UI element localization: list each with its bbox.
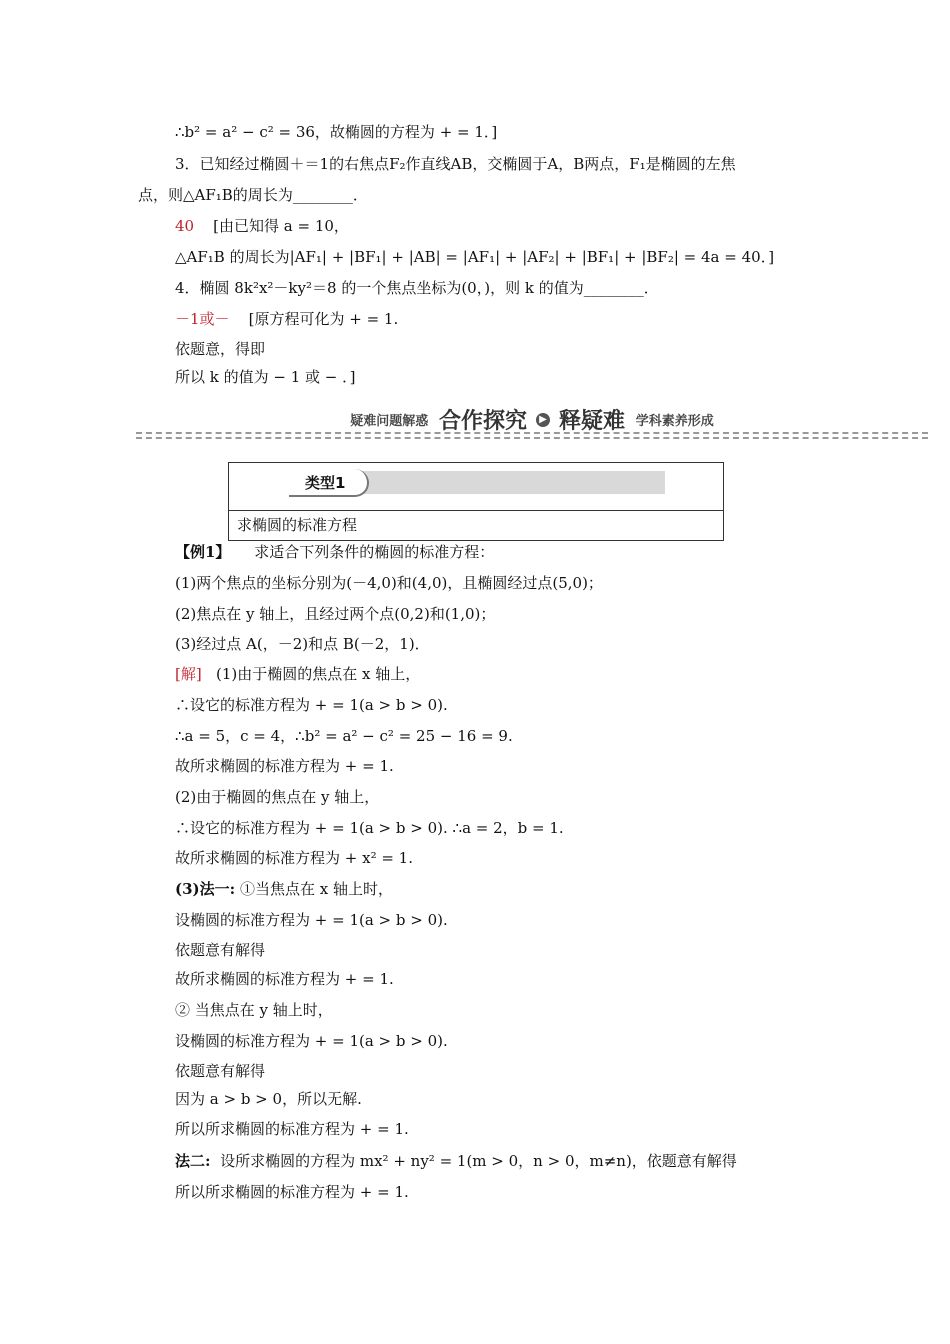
example-heading bbox=[175, 542, 494, 562]
solution-line: (2)由于椭圆的焦点在 y 轴上， bbox=[175, 788, 380, 806]
type-tag-label: 类型1 bbox=[305, 474, 346, 492]
banner-right-text: 学科素养形成 bbox=[635, 414, 714, 429]
solution-line bbox=[175, 664, 420, 684]
text-line: ∴b² = a² − c² = 36，故椭圆的方程为 + = 1．] bbox=[175, 123, 498, 141]
answer-explain: [由已知得 a = 10， bbox=[213, 217, 349, 235]
solution-line: ② 当焦点在 y 轴上时， bbox=[175, 1001, 333, 1019]
text-line: △AF₁B 的周长为|AF₁| + |BF₁| + |AB| = |AF₁| + |AF₂| + |BF₁| + |BF₂| = 4a = 40．] bbox=[175, 248, 775, 266]
solution-line: 故所求椭圆的标准方程为 + x² = 1. bbox=[175, 849, 413, 867]
answer-line bbox=[175, 216, 349, 236]
solution-text: ①当焦点在 x 轴上时， bbox=[239, 880, 393, 898]
box-divider bbox=[229, 510, 723, 511]
type-tag bbox=[289, 469, 369, 497]
answer-value: 40 bbox=[175, 217, 195, 235]
banner-title: 合作探究 bbox=[438, 409, 527, 434]
solution-line: 依题意有解得 bbox=[175, 1062, 266, 1080]
answer-explain: [原方程可化为 + = 1. bbox=[248, 310, 399, 328]
section-banner bbox=[136, 404, 928, 440]
type-title: 求椭圆的标准方程 bbox=[237, 516, 358, 534]
problem-4: 4．椭圆 8k²x²－ky²＝8 的一个焦点坐标为(0，)，则 k 的值为________． bbox=[175, 279, 659, 297]
solution-line: 故所求椭圆的标准方程为 + = 1. bbox=[175, 757, 394, 775]
example-condition: (1)两个焦点的坐标分别为(－4,0)和(4,0)，且椭圆经过点(5,0)； bbox=[175, 574, 603, 592]
solution-line: 所以所求椭圆的标准方程为 + = 1. bbox=[175, 1183, 409, 1201]
solution-line bbox=[175, 879, 393, 899]
solution-line: ∴设它的标准方程为 + = 1(a > b > 0). ∴a = 2，b = 1. bbox=[175, 819, 564, 837]
problem-3: 3．已知经过椭圆＋＝1的右焦点F₂作直线AB，交椭圆于A，B两点，F₁是椭圆的左焦 bbox=[175, 155, 736, 173]
solution-line: ∴a = 5，c = 4，∴b² = a² − c² = 25 − 16 = 9. bbox=[175, 727, 513, 745]
text-line: 所以 k 的值为 − 1 或 − ．] bbox=[175, 368, 356, 386]
solution-line: 因为 a > b > 0，所以无解. bbox=[175, 1090, 362, 1108]
solution-line: 设椭圆的标准方程为 + = 1(a > b > 0). bbox=[175, 1032, 448, 1050]
method-label: 法二: bbox=[175, 1152, 211, 1170]
solution-line: 所以所求椭圆的标准方程为 + = 1. bbox=[175, 1120, 409, 1138]
example-label: 【例1】 bbox=[175, 543, 231, 561]
banner-left-text: 疑难问题解惑 bbox=[350, 414, 429, 429]
problem-3-cont: 点，则△AF₁B的周长为________． bbox=[138, 186, 368, 204]
text-line: 依题意，得即 bbox=[175, 340, 266, 358]
example-condition: (3)经过点 A(，－2)和点 B(－2，1)． bbox=[175, 635, 430, 653]
solution-line bbox=[175, 1151, 737, 1171]
answer-value: －1或－ bbox=[175, 310, 230, 328]
example-condition: (2)焦点在 y 轴上，且经过两个点(0,2)和(1,0)； bbox=[175, 605, 496, 623]
banner-divider bbox=[136, 437, 928, 439]
solution-line: ∴设它的标准方程为 + = 1(a > b > 0). bbox=[175, 696, 448, 714]
solution-line: 故所求椭圆的标准方程为 + = 1. bbox=[175, 970, 394, 988]
solution-line: 依题意有解得 bbox=[175, 941, 266, 959]
solution-text: 设所求椭圆的方程为 mx² + ny² = 1(m > 0，n > 0，m≠n)，依题意有解得 bbox=[220, 1152, 737, 1170]
example-intro: 求适合下列条件的椭圆的标准方程： bbox=[254, 543, 495, 561]
banner-title-2: 释疑难 bbox=[559, 409, 626, 434]
arrow-icon: ▶ bbox=[536, 413, 550, 427]
solution-label: [解] bbox=[175, 665, 202, 683]
method-label: (3)法一: bbox=[175, 880, 236, 898]
type-box bbox=[228, 462, 724, 541]
solution-line: 设椭圆的标准方程为 + = 1(a > b > 0). bbox=[175, 911, 448, 929]
answer-line bbox=[175, 309, 398, 329]
solution-text: (1)由于椭圆的焦点在 x 轴上， bbox=[216, 665, 421, 683]
